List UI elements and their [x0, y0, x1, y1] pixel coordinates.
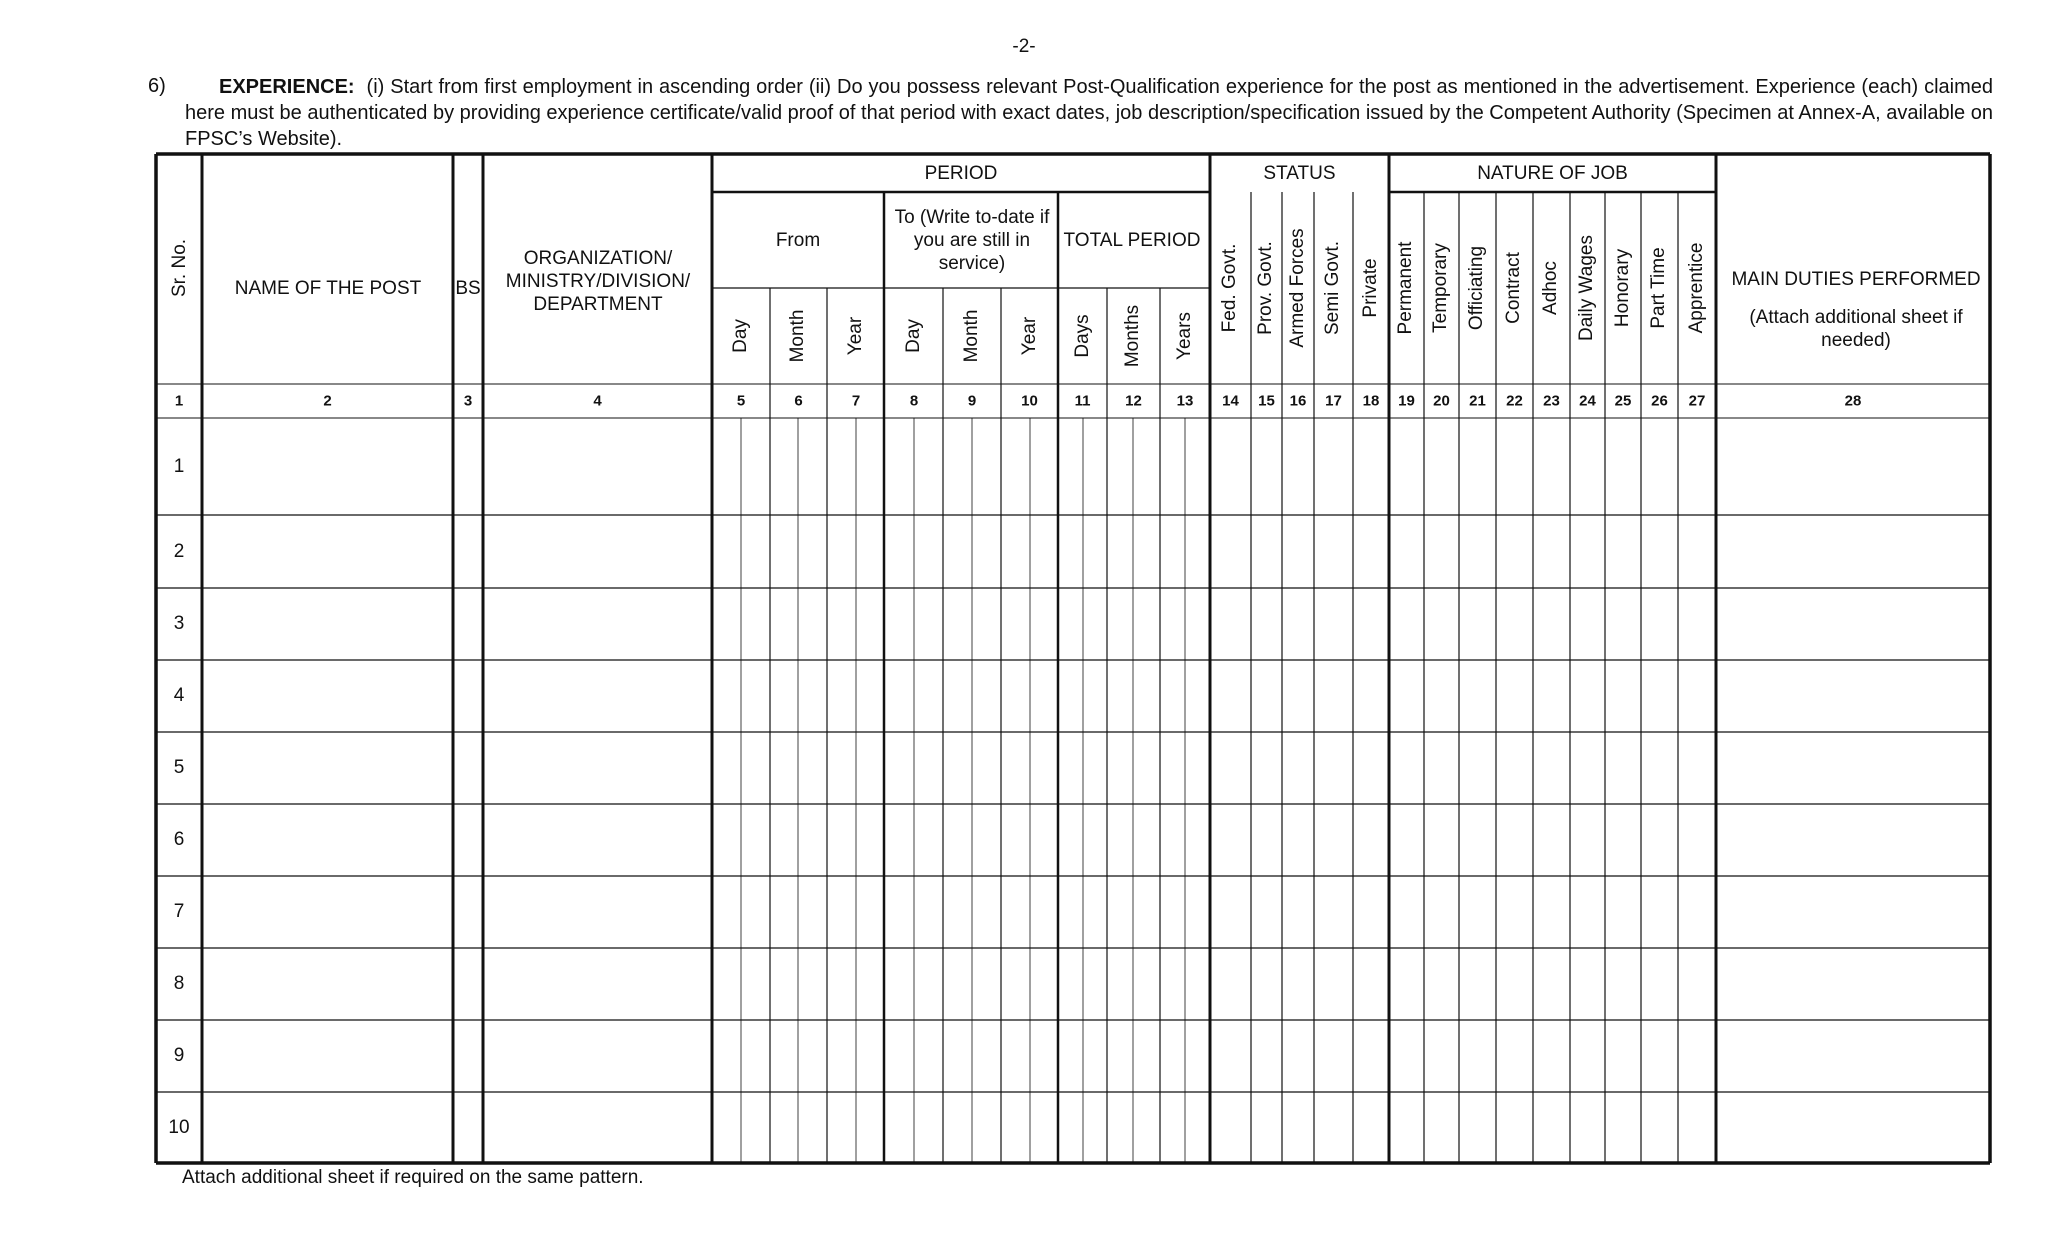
header-post-name: NAME OF THE POST — [234, 277, 422, 299]
section-heading: EXPERIENCE: — [219, 76, 355, 98]
row-number: 8 — [173, 973, 185, 994]
header-to: To (Write to-date if you are still in service) — [894, 206, 1050, 274]
column-number: 9 — [967, 392, 977, 410]
column-number: 20 — [1433, 392, 1450, 410]
column-number: 3 — [463, 392, 473, 410]
column-number: 22 — [1506, 392, 1523, 410]
subheader-from-year: Year — [845, 316, 866, 356]
column-number: 4 — [593, 392, 602, 410]
column-number: 28 — [1844, 392, 1862, 410]
row-number: 6 — [173, 829, 185, 850]
header-nature-of-job: NATURE OF JOB — [1477, 162, 1628, 184]
row-number: 9 — [173, 1045, 185, 1066]
column-number: 24 — [1579, 392, 1596, 410]
row-number: 4 — [173, 685, 185, 706]
subheader-nature-7: Part Time — [1648, 247, 1669, 329]
header-main-duties: MAIN DUTIES PERFORMED — [1731, 268, 1981, 290]
column-number: 21 — [1469, 392, 1486, 410]
subheader-total-years: Years — [1174, 312, 1195, 360]
column-number: 16 — [1289, 392, 1307, 410]
instructions-text: (i) Start from first employment in ascending order (ii) Do you possess relevant Post-Qualification experience for the post as mentioned in the advertisement. Experience (each) claimed here must be authenticated by providing experience certificate/valid proof of that period with exact dates, job description/specification issued by the Competent Authority (Specimen at Annex-A, available on FPSC’s Website). — [185, 76, 1993, 150]
column-number: 13 — [1176, 392, 1194, 410]
subheader-status-1: Prov. Govt. — [1255, 241, 1276, 335]
column-number: 12 — [1125, 392, 1142, 410]
header-period: PERIOD — [924, 162, 998, 184]
row-number: 3 — [173, 613, 185, 634]
column-number: 27 — [1688, 392, 1706, 410]
subheader-total-months: Months — [1122, 304, 1143, 368]
subheader-status-2: Armed Forces — [1287, 228, 1308, 348]
header-main-duties-note: (Attach additional sheet if needed) — [1749, 307, 1963, 351]
column-number: 2 — [323, 392, 332, 410]
column-number: 15 — [1258, 392, 1275, 410]
subheader-to-day: Day — [903, 319, 924, 353]
row-number: 1 — [173, 455, 185, 477]
subheader-status-4: Private — [1360, 258, 1381, 318]
subheader-nature-2: Officiating — [1466, 245, 1487, 331]
column-number: 25 — [1614, 392, 1632, 410]
subheader-status-0: Fed. Govt. — [1219, 243, 1240, 333]
subheader-from-month: Month — [787, 309, 808, 363]
column-number: 26 — [1651, 392, 1668, 410]
page-number: -2- — [1012, 36, 1036, 57]
column-number: 14 — [1222, 392, 1239, 410]
row-number: 5 — [173, 757, 185, 778]
subheader-total-days: Days — [1072, 314, 1093, 358]
column-number: 11 — [1074, 392, 1091, 410]
header-sr-no: Sr. No. — [169, 238, 190, 298]
subheader-nature-5: Daily Wages — [1576, 235, 1597, 341]
column-number: 8 — [909, 392, 919, 410]
subheader-nature-4: Adhoc — [1540, 261, 1561, 315]
subheader-nature-0: Permanent — [1395, 241, 1416, 335]
header-organization: ORGANIZATION/ MINISTRY/DIVISION/ DEPARTMENT — [505, 247, 691, 315]
column-number: 18 — [1362, 392, 1380, 410]
column-number: 10 — [1021, 392, 1038, 410]
header-total-period: TOTAL PERIOD — [1063, 229, 1201, 251]
subheader-from-day: Day — [730, 319, 751, 353]
column-number: 5 — [736, 392, 746, 410]
column-number: 19 — [1398, 392, 1415, 410]
header-from: From — [775, 229, 821, 251]
footer-note: Attach additional sheet if required on the same pattern. — [182, 1167, 644, 1188]
subheader-nature-1: Temporary — [1430, 243, 1451, 333]
header-bs: BS — [455, 277, 481, 299]
subheader-to-month: Month — [961, 309, 982, 363]
row-number: 7 — [173, 901, 185, 922]
header-status: STATUS — [1263, 162, 1336, 184]
subheader-nature-8: Apprentice — [1686, 242, 1707, 334]
column-number: 6 — [794, 392, 803, 410]
subheader-nature-3: Contract — [1503, 252, 1524, 324]
row-number: 2 — [173, 540, 185, 562]
subheader-status-3: Semi Govt. — [1322, 241, 1343, 335]
column-number: 23 — [1543, 392, 1560, 410]
subheader-nature-6: Honorary — [1612, 248, 1633, 328]
column-number: 17 — [1325, 392, 1342, 410]
column-number: 7 — [851, 392, 861, 410]
row-number: 10 — [168, 1116, 190, 1138]
section-number: 6) — [148, 75, 166, 97]
column-number: 1 — [174, 392, 184, 410]
subheader-to-year: Year — [1019, 316, 1040, 356]
